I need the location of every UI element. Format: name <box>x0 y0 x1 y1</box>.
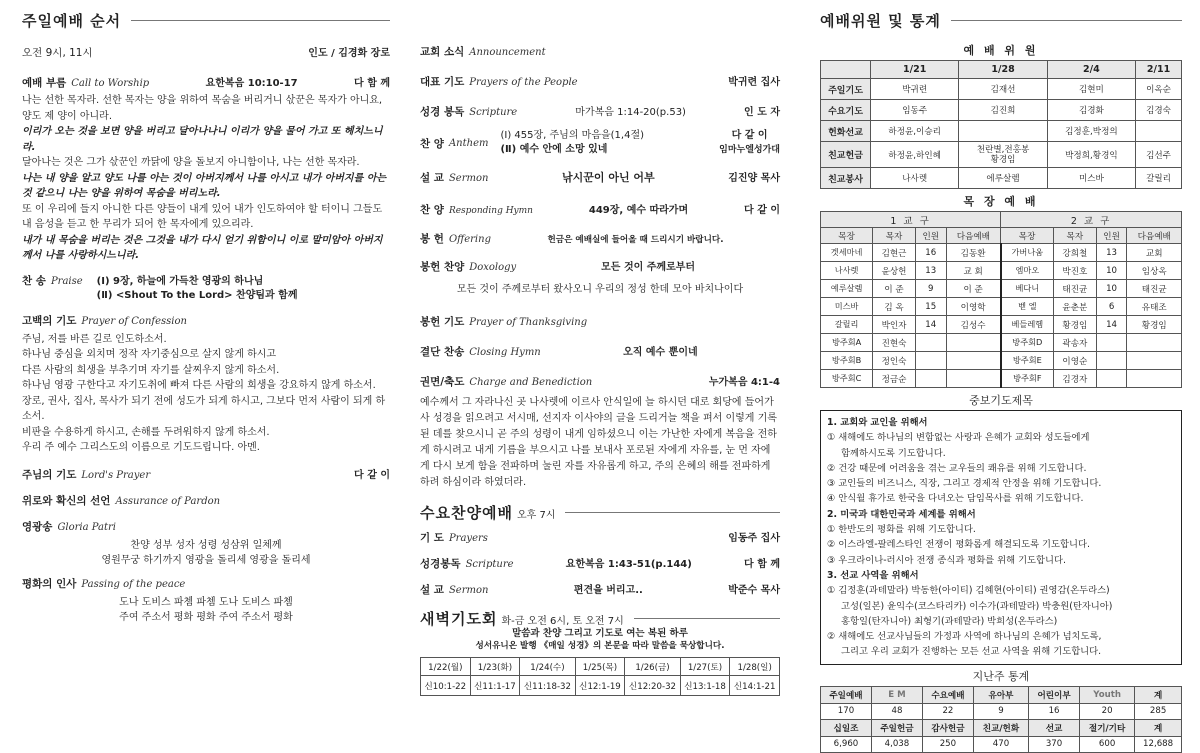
table-cell: 친교봉사 <box>821 168 871 189</box>
table-cell: 김선주 <box>1136 142 1182 168</box>
table-cell: 나사렛 <box>821 262 873 280</box>
table-cell: 신13:1-18 <box>680 676 730 696</box>
table-cell: 2/11 <box>1136 61 1182 79</box>
table-cell <box>1127 334 1182 352</box>
passing-of-peace: 평화의 인사 Passing of the peace <box>22 577 186 590</box>
table-cell: 미스바 <box>821 298 873 316</box>
order-header <box>22 0 390 40</box>
stats-column <box>820 0 1182 753</box>
responding-hymn: 찬 양 Responding Hymn 449장, 예수 따라가며 다 같 이 <box>420 204 780 216</box>
staff-title: 예배위원 및 통계 <box>820 11 941 30</box>
table-cell: 이영순 <box>1054 352 1097 370</box>
table-row <box>821 280 1182 298</box>
table-cell: 방주회F <box>1001 370 1054 388</box>
dawn-intro: 말씀과 찬양 그리고 기도로 여는 복된 하루 성서유니온 발행 《매일 성경》의 본문을 따라 말씀을 묵상합니다. <box>475 628 725 651</box>
table-cell: 1/27(토) <box>680 658 730 676</box>
table-row <box>821 100 1182 121</box>
call-line: 달아나는 것은 그가 삯꾼인 까닭에 양을 돌보지 아니함이나, 나는 선한 목자라. <box>22 157 360 168</box>
table-cell: 285 <box>1135 703 1182 719</box>
table-cell: 베다니 <box>1001 280 1054 298</box>
confession-line: 하나님 중심을 외치며 정작 자기중심으로 살지 않게 하시고 <box>22 349 277 360</box>
table-cell: 9 <box>973 703 1028 719</box>
wednesday-scripture: 성경봉독 Scripture 요한복음 1:43-51(p.144) 다 함 께 <box>420 558 780 570</box>
confession-line: 우리 주 예수 그리스도의 이름으로 기도드립니다. 아멘. <box>22 442 260 453</box>
table-row <box>821 370 1182 388</box>
table-cell: 교회 <box>1127 244 1182 262</box>
prayer-line: 3. 선교 사역을 위해서 <box>827 569 919 581</box>
table-cell: 김경자 <box>1054 370 1097 388</box>
table-cell: 김동환 <box>946 244 1000 262</box>
table-cell: 헌화선교 <box>821 121 871 142</box>
prayer-box <box>820 410 1182 665</box>
gloria-patri: 영광송 Gloria Patri <box>22 520 117 533</box>
cell-table <box>820 211 1182 388</box>
prayer-line: ③ 교인들의 비즈니스, 직장, 그리고 경제적 안정을 위해 기도합니다. <box>827 478 1102 490</box>
call-line: 이리가 오는 것을 보면 양을 버리고 달아나나니 이리가 양을 물어 가고 또 헤치느니라. <box>22 126 383 153</box>
table-cell: 1/26(금) <box>625 658 680 676</box>
doxology-text: 모든 것이 주께로부터 왔사오니 우리의 정성 한데 모아 바치나이다 <box>456 284 744 295</box>
table-row <box>821 352 1182 370</box>
table-cell: 22 <box>922 703 973 719</box>
table-cell: 임동주 <box>871 100 959 121</box>
table-cell: 주일기도 <box>821 79 871 100</box>
gloria-patri-lyrics: 찬양 성부 성자 성령 성삼위 일체께 영원무궁 하기까지 영광을 돌리세 영광을 돌리세 <box>101 539 311 566</box>
sermon: 설 교 Sermon 낚시꾼이 아닌 어부 김진양 목사 <box>420 171 780 184</box>
table-cell: 2/4 <box>1047 61 1135 79</box>
table-cell: 방주회D <box>1001 334 1054 352</box>
table-cell <box>915 352 946 370</box>
table-cell: 48 <box>871 703 922 719</box>
prayer-line: ① 새해에도 하나님의 변함없는 사랑과 은혜가 교회와 성도들에게 <box>827 432 1090 444</box>
table-cell: 박인자 <box>873 316 916 334</box>
table-cell: 인원 <box>915 228 946 244</box>
prayer-line: 함께하시도록 기도합니다. <box>841 447 946 459</box>
table-cell <box>959 121 1047 142</box>
doxology: 봉헌 찬양 Doxology 모든 것이 주께로부터 <box>420 261 696 273</box>
table-cell: 13 <box>915 262 946 280</box>
table-cell: 절기/기타 <box>1080 719 1135 736</box>
call-line: 나는 선한 목자라. 선한 목자는 양을 위하여 목숨을 버리거니 삯꾼은 목자가 아니요, 양도 제 양이 아니라. <box>22 95 383 122</box>
praise: 찬 송 Praise (Ⅰ) 9장, 하늘에 가득찬 영광의 하나님 (Ⅱ) <Shout To the Lord> 찬양팀과 함께 <box>22 274 298 301</box>
table-cell: 이영학 <box>946 298 1000 316</box>
table-cell: 방주회A <box>821 334 873 352</box>
table-cell: 6 <box>1096 298 1127 316</box>
wednesday-header <box>420 497 780 527</box>
table-cell: 16 <box>1029 703 1080 719</box>
table-cell: 태진균 <box>1054 280 1097 298</box>
table-row <box>821 79 1182 100</box>
order-column-2 <box>420 0 780 696</box>
dawn-title: 새벽기도회 <box>420 609 498 628</box>
service-time: 오전 9시, 11시 <box>22 47 93 59</box>
table-cell: 방주회B <box>821 352 873 370</box>
table-cell: 예루살렘 <box>821 280 873 298</box>
table-row <box>821 686 1182 703</box>
charge-text: 예수께서 그 자라나신 곳 나사렛에 이르사 안식일에 늘 하시던 대로 회당에 들어가사 성경을 읽으려고 서시매, 선지자 이사야의 글을 드리거늘 책을 펴서 이렇게 기록된 데를 찾으시니 곧 주의 성령이 내게 임하셨으니 이는 가난한 자에게 복음을 전하게 하시려고 내게 기름을 부으시고 나를 보내사 포로된 자에게 자유를, 눈 먼 자에게 다시 보게 함을 전파하며 눌린 자를 자유롭게 하고, 주의 은혜의 해를 전파하게 하려 하심이라 하였더라. <box>420 397 777 488</box>
table-cell <box>915 334 946 352</box>
table-cell: 김성수 <box>946 316 1000 334</box>
prayer-line: 홍항일(탄자니아) 최형기(과테말라) 박희성(온두라스) <box>841 615 1058 627</box>
table-cell: 하정윤,하인혜 <box>871 142 959 168</box>
table-cell: 미스바 <box>1047 168 1135 189</box>
stats-title: 지난주 통계 <box>972 669 1030 683</box>
prayer-of-thanksgiving: 봉헌 기도 Prayer of Thanksgiving <box>420 316 588 328</box>
confession-line: 다른 사람의 희생을 부추기며 자기를 살찌우지 않게 하소서. <box>22 364 280 376</box>
confession-text <box>22 332 390 456</box>
confession-line: 하나님 영광 구한다고 자기도취에 빠져 다른 사람의 희생을 강요하지 않게 하소서. <box>22 380 376 391</box>
table-cell: 목자 <box>873 228 916 244</box>
table-cell: 10 <box>1096 262 1127 280</box>
table-cell: 1/25(목) <box>575 658 625 676</box>
dawn-table <box>420 657 780 696</box>
table-cell: 1/21 <box>871 61 959 79</box>
staff-header <box>820 0 1182 40</box>
table-cell: 황경임 <box>1054 316 1097 334</box>
call-line: 또 이 우리에 들지 아니한 다른 양들이 내게 있어 내가 인도하여야 할 터이니 그들도 내 음성을 듣고 한 무리가 되어 한 목자에게 있으리라. <box>22 203 383 230</box>
staff-subtitle: 예 배 위 원 <box>963 44 1039 57</box>
prayer-line: ② 건강 때문에 어려움을 겪는 교우들의 쾌유를 위해 기도합니다. <box>827 462 1087 474</box>
table-cell <box>1136 121 1182 142</box>
table-cell: 계 <box>1135 686 1182 703</box>
wednesday-title: 수요찬양예배 <box>420 503 513 522</box>
table-row <box>821 334 1182 352</box>
table-cell <box>946 370 1000 388</box>
table-cell: 임상옥 <box>1127 262 1182 280</box>
table-cell: 김경숙 <box>1136 100 1182 121</box>
table-cell: 다음예배 <box>1127 228 1182 244</box>
lords-prayer: 주님의 기도 Lord's Prayer 다 같 이 <box>22 468 390 481</box>
table-cell: 천란별,전홍봉 황경임 <box>959 142 1047 168</box>
table-row <box>821 168 1182 189</box>
prayer-line: 1. 교회와 교인을 위해서 <box>827 417 928 428</box>
prayer-line: 2. 미국과 대한민국과 세계를 위해서 <box>827 508 976 520</box>
order-column-1 <box>22 0 390 625</box>
table-cell: 250 <box>922 736 973 752</box>
table-row <box>821 228 1182 244</box>
table-cell: 신14:1-21 <box>730 676 780 696</box>
scripture-reading: 성경 봉독 Scripture 마가복음 1:14-20(p.53) 인 도 자 <box>420 106 780 118</box>
table-cell: 14 <box>915 316 946 334</box>
table-cell <box>946 334 1000 352</box>
table-cell: 1/28 <box>959 61 1047 79</box>
table-cell: 태진균 <box>1127 280 1182 298</box>
table-row <box>821 736 1182 752</box>
table-cell: 갈릴리 <box>821 316 873 334</box>
wednesday-sermon: 설 교 Sermon 편견을 버리고.. 박준수 목사 <box>420 584 780 596</box>
table-cell: 인원 <box>1096 228 1127 244</box>
table-cell: 이옥순 <box>1136 79 1182 100</box>
table-cell: 방주회C <box>821 370 873 388</box>
table-cell: 박진호 <box>1054 262 1097 280</box>
announcement: 교회 소식 Announcement <box>420 46 546 58</box>
table-cell: 600 <box>1080 736 1135 752</box>
table-cell: 김현근 <box>873 244 916 262</box>
table-cell: 감사헌금 <box>922 719 973 736</box>
table-cell: 다음예배 <box>946 228 1000 244</box>
table-row <box>821 298 1182 316</box>
table-cell: 교 회 <box>946 262 1000 280</box>
prayer-line: ② 새해에도 선교사님들의 가정과 사역에 하나님의 은혜가 넘치도록, <box>827 631 1102 643</box>
prayer-line: ③ 우크라이나-러시아 전쟁 종식과 평화를 위해 기도합니다. <box>827 554 1066 566</box>
table-cell: 신12:1-19 <box>575 676 625 696</box>
table-cell: 유태조 <box>1127 298 1182 316</box>
table-cell: 9 <box>915 280 946 298</box>
table-cell: 김진희 <box>959 100 1047 121</box>
table-row <box>821 316 1182 334</box>
anthem: 찬 양 Anthem (Ⅰ) 455장, 주님의 마음을(1,4절) (Ⅱ) 예수 안에 소망 있네 다 같 이 임마누엘성가대 <box>420 130 780 155</box>
table-cell <box>821 61 871 79</box>
prayers-of-people: 대표 기도 Prayers of the People 박귀련 집사 <box>420 76 780 88</box>
table-row <box>821 719 1182 736</box>
call-to-worship-text <box>22 93 390 264</box>
table-cell <box>915 370 946 388</box>
table-cell: 에루살렘 <box>959 168 1047 189</box>
order-title: 주일예배 순서 <box>22 11 122 30</box>
table-row <box>821 244 1182 262</box>
table-cell: 1/28(일) <box>730 658 780 676</box>
table-cell: E M <box>871 686 922 703</box>
table-cell: 1/24(수) <box>520 658 575 676</box>
table-cell: 470 <box>973 736 1028 752</box>
table-cell: 가버나움 <box>1001 244 1054 262</box>
table-cell: 신11:1-17 <box>470 676 520 696</box>
table-cell: 신12:20-32 <box>625 676 680 696</box>
table-cell <box>946 352 1000 370</box>
table-cell <box>1096 370 1127 388</box>
charge-and-benediction: 권면/축도 Charge and Benediction 누가복음 4:1-4 <box>420 376 780 388</box>
table-cell: 목장 <box>1001 228 1054 244</box>
table-cell: 10 <box>1096 280 1127 298</box>
table-cell: 선교 <box>1029 719 1080 736</box>
offering: 봉 헌 Offering 헌금은 예배실에 들어올 때 드리시기 바랍니다. <box>420 233 724 245</box>
table-cell: 이 준 <box>946 280 1000 298</box>
table-cell: 강희철 <box>1054 244 1097 262</box>
table-cell: 방주회E <box>1001 352 1054 370</box>
table-cell: 친교헌금 <box>821 142 871 168</box>
table-cell: 김재선 <box>959 79 1047 100</box>
table-cell <box>1127 370 1182 388</box>
stats-table <box>820 686 1182 753</box>
table-cell: 윤춘분 <box>1054 298 1097 316</box>
table-cell: 15 <box>915 298 946 316</box>
table-cell: 16 <box>915 244 946 262</box>
table-cell: 2 교 구 <box>1001 212 1182 228</box>
table-cell: Youth <box>1080 686 1135 703</box>
table-cell: 김 옥 <box>873 298 916 316</box>
table-cell: 박정희,황경익 <box>1047 142 1135 168</box>
table-cell: 주일헌금 <box>871 719 922 736</box>
prayer-of-confession: 고백의 기도 Prayer of Confession <box>22 314 187 327</box>
call-line: 나는 내 양을 알고 양도 나를 아는 것이 아버지께서 나를 아시고 내가 아버지를 아는 것 같으니 나는 양을 위하여 목숨을 버리노라. <box>22 172 387 199</box>
table-cell: 정인숙 <box>873 352 916 370</box>
table-cell: 수요기도 <box>821 100 871 121</box>
confession-line: 장로, 권사, 집사, 목사가 되기 전에 성도가 되게 하시고, 그보다 먼저 사람이 되게 하소서. <box>22 395 386 422</box>
table-row <box>821 142 1182 168</box>
table-cell: 주일예배 <box>821 686 872 703</box>
confession-line: 주님, 저를 바른 길로 인도하소서. <box>22 333 167 345</box>
table-cell: 이 준 <box>873 280 916 298</box>
table-cell: 윤상헌 <box>873 262 916 280</box>
staff-table <box>820 60 1182 189</box>
table-cell: 신10:1-22 <box>421 676 471 696</box>
table-cell: 김경화 <box>1047 100 1135 121</box>
confession-line: 비판을 수용하게 하시고, 손해를 두려워하지 않게 하소서. <box>22 426 270 438</box>
table-cell: 진현숙 <box>873 334 916 352</box>
wednesday-time: 오후 7시 <box>516 509 556 521</box>
table-cell: 십일조 <box>821 719 872 736</box>
wednesday-prayer: 기 도 Prayers 임동주 집사 <box>420 532 780 544</box>
table-cell: 계 <box>1135 719 1182 736</box>
prayer-line: 고성(일본) 윤익수(코스타리카) 이수가(과테말라) 박충원(탄자니아) <box>841 600 1113 612</box>
assurance-of-pardon: 위로와 확신의 선언 Assurance of Pardon <box>22 494 221 507</box>
table-cell: 박귀련 <box>871 79 959 100</box>
table-cell: 12,688 <box>1135 736 1182 752</box>
prayer-line: 그리고 우리 교회가 진행하는 모든 선교 사역을 위해 기도합니다. <box>841 646 1102 658</box>
dawn-time: 화-금 오전 6시, 토 오전 7시 <box>501 615 624 627</box>
table-row <box>821 61 1182 79</box>
table-cell: 정금순 <box>873 370 916 388</box>
table-cell: 13 <box>1096 244 1127 262</box>
table-cell <box>1096 352 1127 370</box>
prayer-line: ① 한반도의 평화를 위해 기도합니다. <box>827 524 976 536</box>
table-cell: 목장 <box>821 228 873 244</box>
prayer-title: 중보기도제목 <box>969 394 1033 407</box>
table-cell: 1 교 구 <box>821 212 1001 228</box>
table-row <box>821 703 1182 719</box>
table-cell: 친교/헌화 <box>973 719 1028 736</box>
table-cell: 베들레헴 <box>1001 316 1054 334</box>
table-cell: 어린이부 <box>1029 686 1080 703</box>
table-cell: 김현미 <box>1047 79 1135 100</box>
closing-hymn: 결단 찬송 Closing Hymn 오직 예수 뿐이네 <box>420 346 698 358</box>
table-cell: 20 <box>1080 703 1135 719</box>
table-cell: 곽송자 <box>1054 334 1097 352</box>
table-cell: 370 <box>1029 736 1080 752</box>
table-cell: 황경임 <box>1127 316 1182 334</box>
table-cell: 14 <box>1096 316 1127 334</box>
prayer-line: ① 김정훈(과테말라) 박동한(아이티) 김혜현(아이티) 권영감(온두라스) <box>827 585 1110 597</box>
table-cell: 170 <box>821 703 872 719</box>
table-cell: 유아부 <box>973 686 1028 703</box>
table-cell: 하정윤,이승리 <box>871 121 959 142</box>
service-leader: 인도 / 김경화 장로 <box>308 48 390 59</box>
table-cell: 1/23(화) <box>470 658 520 676</box>
table-cell: 수요예배 <box>922 686 973 703</box>
table-cell: 나사렛 <box>871 168 959 189</box>
table-cell <box>1096 334 1127 352</box>
table-row <box>821 121 1182 142</box>
table-cell: 겟세마네 <box>821 244 873 262</box>
call-to-worship: 예배 부름 Call to Worship 요한복음 10:10-17 다 함 께 <box>22 77 390 89</box>
peace-lyrics: 도나 도비스 파쳄 파쳄 도나 도비스 파쳄 주여 주소서 평화 평화 주여 주소서 평화 <box>119 596 293 623</box>
table-cell <box>1127 352 1182 370</box>
call-line: 내가 내 목숨을 버리는 것은 그것을 내가 다시 얻기 위함이니 이로 말미암아 아버지께서 나를 사랑하시느니라. <box>22 234 383 261</box>
table-cell: 엠마오 <box>1001 262 1054 280</box>
table-cell: 갈릴리 <box>1136 168 1182 189</box>
prayer-line: ② 이스라엘-팔레스타인 전쟁이 평화롭게 해결되도록 기도합니다. <box>827 539 1090 551</box>
table-cell: 1/22(월) <box>421 658 471 676</box>
table-cell: 김정훈,박정의 <box>1047 121 1135 142</box>
table-cell: 신11:18-32 <box>520 676 575 696</box>
prayer-line: ④ 안식월 휴가로 한국을 다녀오는 담임목사를 위해 기도합니다. <box>827 493 1084 505</box>
table-cell: 4,038 <box>871 736 922 752</box>
cell-title: 목 장 예 배 <box>963 195 1039 208</box>
table-cell: 6,960 <box>821 736 872 752</box>
table-cell: 벧 엘 <box>1001 298 1054 316</box>
table-row <box>821 262 1182 280</box>
table-cell: 목자 <box>1054 228 1097 244</box>
table-row <box>821 212 1182 228</box>
